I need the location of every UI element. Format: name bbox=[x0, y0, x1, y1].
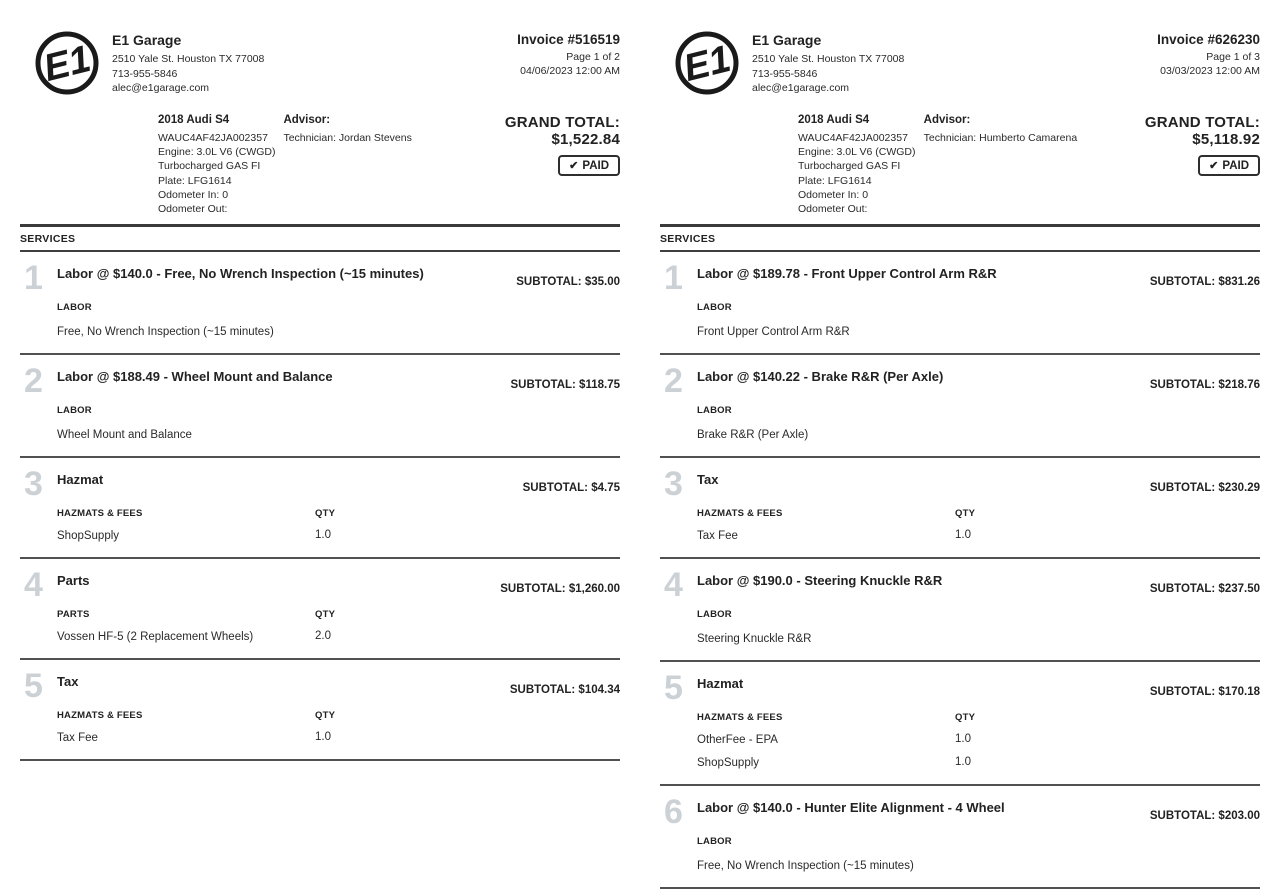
item-number: 1 bbox=[24, 259, 43, 298]
item-subtotal: SUBTOTAL: $170.18 bbox=[1149, 686, 1260, 699]
qty-column-header bbox=[315, 405, 620, 416]
service-item bbox=[20, 252, 620, 355]
technician-name: Technician: Jordan Stevens bbox=[283, 132, 412, 145]
item-row bbox=[697, 847, 1260, 872]
advisor-label: Advisor: bbox=[283, 114, 331, 127]
company-address: 2510 Yale St. Houston TX 77008 bbox=[752, 53, 905, 65]
company-address: 2510 Yale St. Houston TX 77008 bbox=[112, 53, 265, 65]
line-item-qty bbox=[955, 620, 1260, 645]
item-number: 5 bbox=[664, 669, 683, 708]
service-items bbox=[660, 252, 1260, 889]
item-category-row bbox=[697, 609, 1260, 620]
line-item-name: Tax Fee bbox=[57, 732, 98, 745]
paid-label: PAID bbox=[582, 159, 609, 172]
qty-column-header: QTY bbox=[315, 609, 336, 621]
grand-total: GRAND TOTAL: $1,522.84 bbox=[504, 114, 620, 149]
item-row bbox=[697, 416, 1260, 441]
item-title: Hazmat bbox=[57, 472, 104, 488]
item-rows bbox=[57, 416, 620, 441]
invoice-header bbox=[20, 28, 620, 96]
grand-total: GRAND TOTAL: $5,118.92 bbox=[1144, 114, 1260, 149]
service-item bbox=[20, 355, 620, 458]
vehicle-vin: WAUC4AF42JA002357 bbox=[158, 132, 268, 145]
item-rows bbox=[697, 723, 1260, 769]
advisor-info bbox=[283, 114, 437, 216]
item-number: 5 bbox=[24, 667, 43, 706]
check-icon: ✔ bbox=[569, 160, 579, 173]
vehicle-odometer-in: Odometer In: 0 bbox=[158, 188, 229, 201]
company-email: alec@e1garage.com bbox=[112, 82, 210, 95]
qty-column-header bbox=[955, 609, 1260, 620]
item-subtotal: SUBTOTAL: $118.75 bbox=[510, 379, 620, 392]
item-number: 3 bbox=[24, 465, 43, 504]
item-subtotal: SUBTOTAL: $35.00 bbox=[516, 276, 620, 289]
item-category-row bbox=[57, 405, 620, 416]
item-title-row bbox=[57, 573, 620, 595]
company-name: E1 Garage bbox=[112, 32, 182, 48]
item-number: 2 bbox=[664, 362, 683, 401]
vehicle-engine-2: Turbocharged GAS FI bbox=[798, 160, 901, 173]
vehicle-plate: Plate: LFG1614 bbox=[158, 174, 232, 187]
vehicle-engine: Engine: 3.0L V6 (CWGD) bbox=[158, 146, 276, 159]
company-info bbox=[112, 28, 264, 96]
item-subtotal: SUBTOTAL: $1,260.00 bbox=[500, 583, 620, 596]
line-item-qty: 1.0 bbox=[955, 529, 971, 542]
line-item-name: Tax Fee bbox=[697, 530, 738, 543]
item-row bbox=[57, 416, 620, 441]
item-subtotal: SUBTOTAL: $237.50 bbox=[1149, 583, 1260, 596]
item-row bbox=[697, 620, 1260, 645]
item-category-label: LABOR bbox=[697, 836, 732, 848]
line-item-qty bbox=[955, 313, 1260, 338]
vehicle-odometer-out: Odometer Out: bbox=[158, 202, 228, 215]
qty-column-header bbox=[955, 302, 1260, 313]
line-item-qty: 1.0 bbox=[315, 731, 331, 744]
item-rows bbox=[57, 721, 620, 744]
item-title: Labor @ $140.0 - Hunter Elite Alignment - 4 Wheel bbox=[697, 800, 1005, 816]
service-item bbox=[660, 252, 1260, 355]
qty-column-header: QTY bbox=[955, 712, 976, 724]
invoice-page-info: Page 1 of 3 bbox=[1206, 51, 1260, 63]
item-body bbox=[697, 795, 1260, 872]
company-info bbox=[752, 28, 904, 96]
item-category-row bbox=[697, 712, 1260, 723]
vehicle-title: 2018 Audi S4 bbox=[158, 114, 230, 127]
company-phone: 713-955-5846 bbox=[112, 67, 178, 80]
line-item-qty bbox=[955, 847, 1260, 872]
item-body bbox=[57, 467, 620, 542]
item-subtotal: SUBTOTAL: $203.00 bbox=[1149, 810, 1260, 823]
item-title-row bbox=[57, 266, 620, 288]
invoice-date: 03/03/2023 12:00 AM bbox=[1160, 65, 1260, 78]
item-rows bbox=[697, 519, 1260, 542]
item-body bbox=[57, 364, 620, 441]
item-row bbox=[697, 723, 1260, 746]
item-title-row bbox=[57, 369, 620, 391]
vehicle-vin: WAUC4AF42JA002357 bbox=[798, 132, 908, 145]
service-item bbox=[660, 662, 1260, 786]
service-items bbox=[20, 252, 620, 761]
company-name: E1 Garage bbox=[752, 32, 822, 48]
service-item bbox=[660, 355, 1260, 458]
line-item-qty bbox=[315, 313, 620, 338]
item-subtotal: SUBTOTAL: $218.76 bbox=[1149, 379, 1260, 392]
item-row bbox=[57, 721, 620, 744]
invoice-summary bbox=[158, 114, 620, 216]
line-item-name: ShopSupply bbox=[697, 757, 760, 770]
totals-block bbox=[1078, 114, 1260, 216]
line-item-qty bbox=[315, 416, 620, 441]
item-category-row bbox=[697, 836, 1260, 847]
invoice-page bbox=[660, 28, 1260, 889]
item-title: Tax bbox=[57, 674, 79, 690]
svg-text:E1: E1 bbox=[679, 37, 735, 90]
item-subtotal: SUBTOTAL: $4.75 bbox=[522, 482, 620, 495]
item-subtotal: SUBTOTAL: $230.29 bbox=[1149, 482, 1260, 495]
item-rows bbox=[57, 313, 620, 338]
item-category-label: HAZMATS & FEES bbox=[697, 712, 783, 724]
qty-column-header bbox=[955, 836, 1260, 847]
item-category-label: LABOR bbox=[697, 609, 732, 621]
vehicle-info bbox=[158, 114, 283, 216]
item-category-row bbox=[57, 609, 620, 620]
item-row bbox=[697, 746, 1260, 769]
item-category-label: PARTS bbox=[57, 609, 90, 621]
item-category-label: HAZMATS & FEES bbox=[57, 508, 143, 520]
item-title-row bbox=[697, 800, 1260, 822]
services-section-header: SERVICES bbox=[20, 224, 620, 252]
line-item-qty: 1.0 bbox=[315, 529, 331, 542]
item-rows bbox=[57, 519, 620, 542]
item-rows bbox=[697, 313, 1260, 338]
svg-text:E1: E1 bbox=[39, 37, 95, 90]
e1-garage-logo-icon bbox=[34, 30, 100, 96]
item-body bbox=[57, 568, 620, 643]
item-category-label: HAZMATS & FEES bbox=[57, 710, 143, 722]
item-title-row bbox=[697, 266, 1260, 288]
vehicle-engine: Engine: 3.0L V6 (CWGD) bbox=[798, 146, 916, 159]
item-title: Labor @ $140.0 - Free, No Wrench Inspection (~15 minutes) bbox=[57, 266, 424, 282]
item-title: Labor @ $190.0 - Steering Knuckle R&R bbox=[697, 573, 943, 589]
vehicle-odometer-out: Odometer Out: bbox=[798, 202, 868, 215]
invoice-date: 04/06/2023 12:00 AM bbox=[520, 65, 620, 78]
item-title: Labor @ $189.78 - Front Upper Control Arm R&R bbox=[697, 266, 997, 282]
item-title: Parts bbox=[57, 573, 90, 589]
line-item-name: Front Upper Control Arm R&R bbox=[697, 326, 850, 339]
item-row bbox=[57, 313, 620, 338]
item-row bbox=[697, 313, 1260, 338]
item-body bbox=[57, 669, 620, 744]
line-item-name: Wheel Mount and Balance bbox=[57, 429, 192, 442]
item-body bbox=[57, 261, 620, 338]
company-email: alec@e1garage.com bbox=[752, 82, 850, 95]
vehicle-plate: Plate: LFG1614 bbox=[798, 174, 872, 187]
item-category-label: LABOR bbox=[697, 302, 732, 314]
vehicle-title: 2018 Audi S4 bbox=[798, 114, 870, 127]
item-category-row bbox=[57, 508, 620, 519]
item-rows bbox=[57, 620, 620, 643]
service-item bbox=[660, 786, 1260, 889]
paid-label: PAID bbox=[1222, 159, 1249, 172]
item-body bbox=[697, 568, 1260, 645]
company-phone: 713-955-5846 bbox=[752, 67, 818, 80]
line-item-name: ShopSupply bbox=[57, 530, 120, 543]
advisor-info bbox=[924, 114, 1078, 216]
item-category-row bbox=[57, 710, 620, 721]
item-rows bbox=[697, 620, 1260, 645]
item-category-row bbox=[697, 302, 1260, 313]
invoice-summary bbox=[798, 114, 1260, 216]
totals-block bbox=[437, 114, 620, 216]
item-subtotal: SUBTOTAL: $831.26 bbox=[1149, 276, 1260, 289]
paid-badge bbox=[558, 155, 620, 176]
qty-column-header: QTY bbox=[315, 710, 336, 722]
line-item-name: Vossen HF-5 (2 Replacement Wheels) bbox=[57, 631, 254, 644]
line-item-name: Brake R&R (Per Axle) bbox=[697, 429, 809, 442]
invoice-header bbox=[660, 28, 1260, 96]
technician-name: Technician: Humberto Camarena bbox=[923, 132, 1078, 145]
invoice-page-info: Page 1 of 2 bbox=[566, 51, 620, 63]
item-row bbox=[57, 519, 620, 542]
item-number: 3 bbox=[664, 465, 683, 504]
item-title: Tax bbox=[697, 472, 719, 488]
item-title-row bbox=[697, 369, 1260, 391]
item-number: 4 bbox=[664, 566, 683, 605]
line-item-qty bbox=[955, 416, 1260, 441]
item-title: Labor @ $140.22 - Brake R&R (Per Axle) bbox=[697, 369, 944, 385]
qty-column-header: QTY bbox=[315, 508, 336, 520]
item-subtotal: SUBTOTAL: $104.34 bbox=[509, 684, 620, 697]
item-title-row bbox=[697, 573, 1260, 595]
services-section-header: SERVICES bbox=[660, 224, 1260, 252]
item-category-label: LABOR bbox=[57, 405, 92, 417]
item-category-label: LABOR bbox=[57, 302, 92, 314]
advisor-label: Advisor: bbox=[923, 114, 971, 127]
item-number: 4 bbox=[24, 566, 43, 605]
service-item bbox=[20, 458, 620, 559]
item-number: 1 bbox=[664, 259, 683, 298]
item-category-row bbox=[57, 302, 620, 313]
invoice-meta bbox=[1157, 28, 1260, 78]
vehicle-info bbox=[798, 114, 924, 216]
item-title-row bbox=[57, 674, 620, 696]
line-item-qty: 1.0 bbox=[955, 733, 971, 746]
qty-column-header bbox=[955, 405, 1260, 416]
item-rows bbox=[697, 847, 1260, 872]
line-item-name: Steering Knuckle R&R bbox=[697, 633, 812, 646]
item-category-row bbox=[697, 508, 1260, 519]
line-item-qty: 1.0 bbox=[955, 756, 971, 769]
line-item-name: Free, No Wrench Inspection (~15 minutes) bbox=[57, 326, 274, 339]
invoice-meta bbox=[517, 28, 620, 78]
vehicle-engine-2: Turbocharged GAS FI bbox=[158, 160, 261, 173]
item-number: 6 bbox=[664, 793, 683, 832]
item-title-row bbox=[697, 676, 1260, 698]
item-number: 2 bbox=[24, 362, 43, 401]
item-row bbox=[57, 620, 620, 643]
service-item bbox=[660, 559, 1260, 662]
check-icon: ✔ bbox=[1209, 160, 1219, 173]
qty-column-header bbox=[315, 302, 620, 313]
e1-garage-logo-icon bbox=[674, 30, 740, 96]
item-title-row bbox=[697, 472, 1260, 494]
item-body bbox=[697, 261, 1260, 338]
item-body bbox=[697, 364, 1260, 441]
item-title-row bbox=[57, 472, 620, 494]
item-category-label: HAZMATS & FEES bbox=[697, 508, 783, 520]
service-item bbox=[20, 660, 620, 761]
qty-column-header: QTY bbox=[955, 508, 976, 520]
item-rows bbox=[697, 416, 1260, 441]
item-body bbox=[697, 467, 1260, 542]
item-title: Hazmat bbox=[697, 676, 744, 692]
line-item-qty: 2.0 bbox=[315, 630, 331, 643]
item-category-label: LABOR bbox=[697, 405, 732, 417]
invoice-number: Invoice #516519 bbox=[517, 32, 620, 47]
invoice-number: Invoice #626230 bbox=[1157, 32, 1260, 47]
item-title: Labor @ $188.49 - Wheel Mount and Balance bbox=[57, 369, 333, 385]
vehicle-odometer-in: Odometer In: 0 bbox=[798, 188, 869, 201]
service-item bbox=[20, 559, 620, 660]
item-row bbox=[697, 519, 1260, 542]
item-category-row bbox=[697, 405, 1260, 416]
invoice-page bbox=[20, 28, 620, 889]
item-body bbox=[697, 671, 1260, 769]
line-item-name: Free, No Wrench Inspection (~15 minutes) bbox=[697, 860, 914, 873]
paid-badge bbox=[1198, 155, 1260, 176]
line-item-name: OtherFee - EPA bbox=[697, 734, 778, 747]
service-item bbox=[660, 458, 1260, 559]
